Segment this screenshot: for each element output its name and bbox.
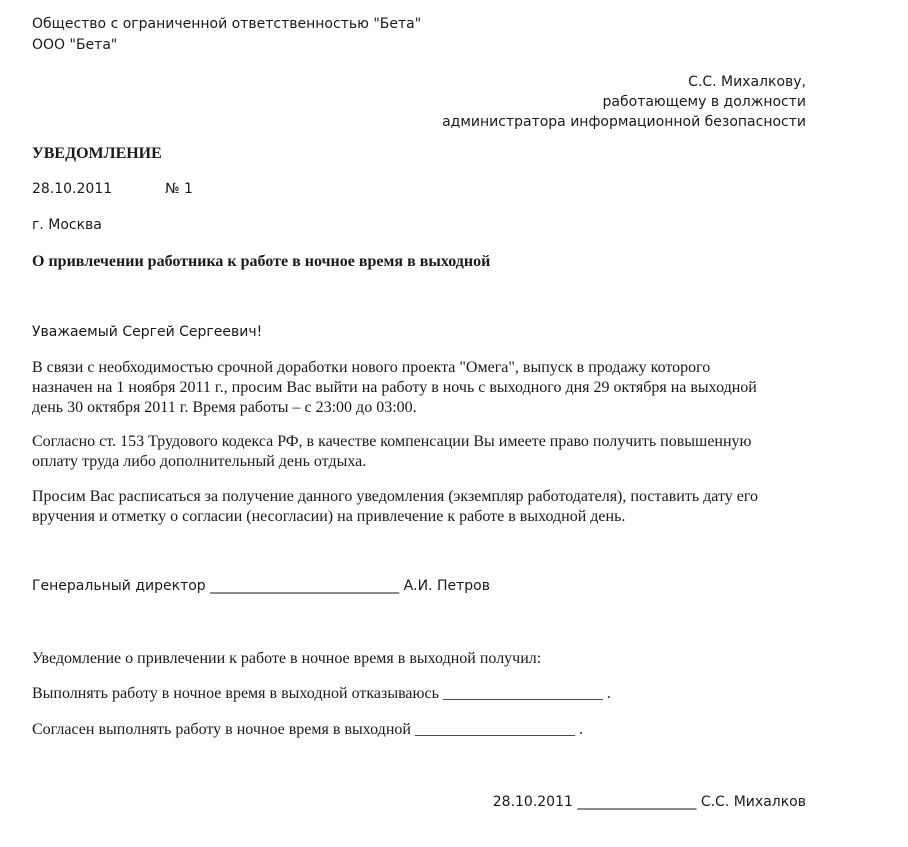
signature-blank: ___________________________ [210,578,400,594]
paragraph-line: оплату труда либо дополнительный день отдыха. [32,453,367,470]
org-short-name: ООО "Бета" [32,37,118,53]
footer-name: С.С. Михалков [700,794,806,810]
doc-number: № 1 [165,181,193,197]
greeting: Уважаемый Сергей Сергеевич! [32,324,263,340]
signature-position: Генеральный директор [32,578,206,594]
recipient-position-label: работающему в должности [602,94,806,110]
footer-blank: _________________ [577,794,697,810]
recipient-position: администратора информационной безопасности [442,114,806,130]
doc-type: УВЕДОМЛЕНИЕ [32,145,162,162]
ack-agree: Согласен выполнять работу в ночное время в выходной ____________________ . [32,721,583,738]
paragraph-line: назначен на 1 ноября 2011 г., просим Вас выйти на работу в ночь с выходного дня 29 октября на выходной [32,379,757,396]
paragraph-line: Просим Вас расписаться за получение данного уведомления (экземпляр работодателя), поставить дату его [32,488,759,505]
doc-city: г. Москва [32,217,102,233]
ack-refuse: Выполнять работу в ночное время в выходной отказываюсь ____________________ . [32,685,611,702]
paragraph-line: В связи с необходимостью срочной доработки нового проекта "Омега", выпуск в продажу которого [32,359,711,376]
recipient-name: С.С. Михалкову, [688,74,806,90]
body-paragraph-3 [32,487,812,527]
ack-received: Уведомление о привлечении к работе в ночное время в выходной получил: [32,650,542,667]
doc-subject: О привлечении работника к работе в ночное время в выходной [32,253,491,270]
recipient-block [442,72,806,132]
signature-line [32,578,490,594]
org-full-name: Общество с ограниченной ответственностью "Бета" [32,16,422,32]
doc-date: 28.10.2011 [32,181,113,197]
signature-name: А.И. Петров [403,578,490,594]
footer-signature [493,794,806,810]
paragraph-line: Согласно ст. 153 Трудового кодекса РФ, в качестве компенсации Вы имеете право получить повышенную [32,433,752,450]
paragraph-line: вручения и отметку о согласии (несогласии) на привлечение к работе в выходной день. [32,508,626,525]
body-paragraph-2 [32,432,812,472]
paragraph-line: день 30 октября 2011 г. Время работы – с 23:00 до 03:00. [32,399,417,416]
footer-date: 28.10.2011 [492,794,573,810]
body-paragraph-1 [32,358,812,418]
